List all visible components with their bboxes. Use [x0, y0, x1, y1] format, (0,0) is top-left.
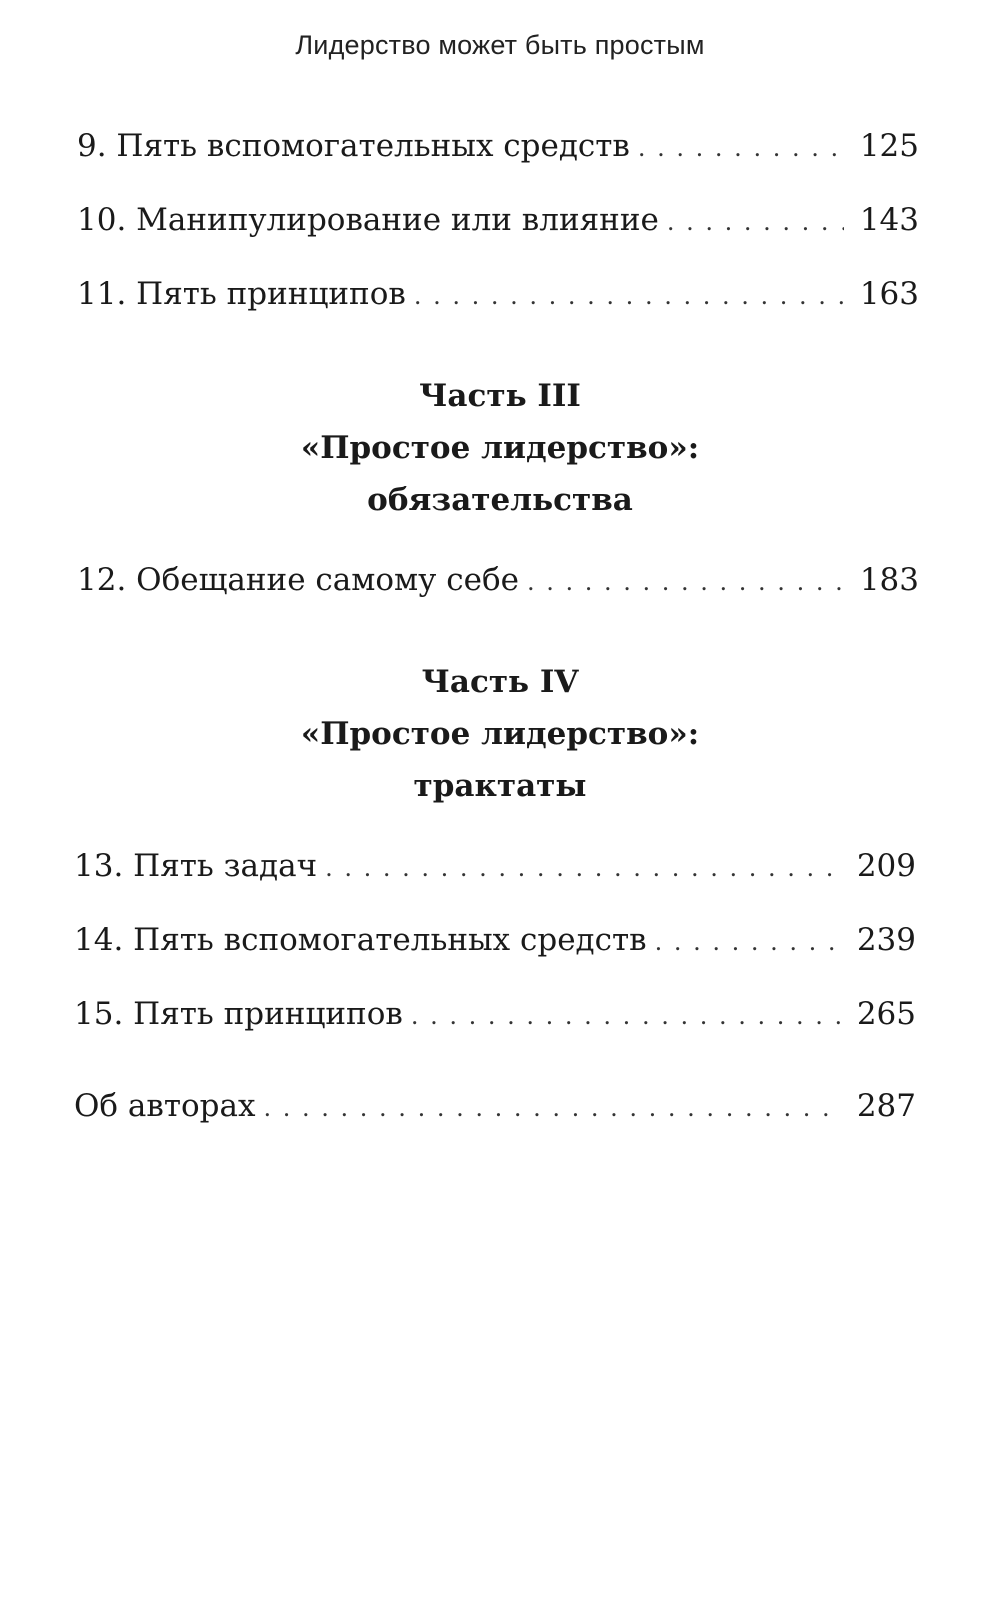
dot-leader [655, 920, 841, 964]
toc-entry-title: 14. Пять вспомогательных средств [74, 922, 647, 958]
part-4-title-line1: «Простое лидерство»: [300, 716, 700, 752]
toc-entry-chapter-14[interactable] [74, 918, 916, 962]
toc-entry-title: 10. Манипулирование или влияние [77, 202, 659, 238]
toc-entry-title: 9. Пять вспомогательных средств [77, 128, 630, 164]
running-head-title: Лидерство может быть простым [295, 30, 705, 60]
dot-leader [527, 560, 844, 604]
part-4-heading [0, 656, 1000, 812]
part-3-label: Часть III [419, 378, 581, 414]
part-3-heading [0, 370, 1000, 526]
part-3-title-line2: обязательства [367, 482, 633, 518]
toc-entry-chapter-15[interactable] [74, 992, 916, 1036]
part-4-title-line2: трактаты [413, 768, 587, 804]
part-3-title-line1: «Простое лидерство»: [300, 430, 700, 466]
toc-entry-title: 12. Обещание самому себе [77, 562, 519, 598]
toc-entry-about-authors[interactable] [74, 1084, 916, 1128]
toc-entry-page: 287 [856, 1088, 916, 1124]
part-4-label: Часть IV [421, 664, 579, 700]
toc-entry-chapter-13[interactable] [74, 844, 916, 888]
toc-entry-page: 239 [856, 922, 916, 958]
toc-entry-page: 163 [859, 276, 919, 312]
dot-leader [667, 200, 844, 244]
toc-entry-title: 15. Пять принципов [74, 996, 403, 1032]
dot-leader [325, 846, 841, 890]
toc-entry-page: 209 [856, 848, 916, 884]
toc-entry-page: 183 [859, 562, 919, 598]
dot-leader [414, 274, 844, 318]
dot-leader [638, 126, 844, 170]
toc-entry-title: 11. Пять принципов [77, 276, 406, 312]
toc-entry-page: 143 [859, 202, 919, 238]
toc-entry-chapter-11[interactable] [77, 272, 919, 316]
toc-entry-title: Об авторах [74, 1088, 256, 1124]
toc-entry-chapter-10[interactable] [77, 198, 919, 242]
toc-entry-title: 13. Пять задач [74, 848, 318, 884]
dot-leader [411, 994, 841, 1038]
toc-entry-chapter-9[interactable] [77, 124, 919, 168]
toc-entry-chapter-12[interactable] [77, 558, 919, 602]
dot-leader [264, 1086, 841, 1130]
toc-entry-page: 125 [859, 128, 919, 164]
toc-entry-page: 265 [856, 996, 916, 1032]
